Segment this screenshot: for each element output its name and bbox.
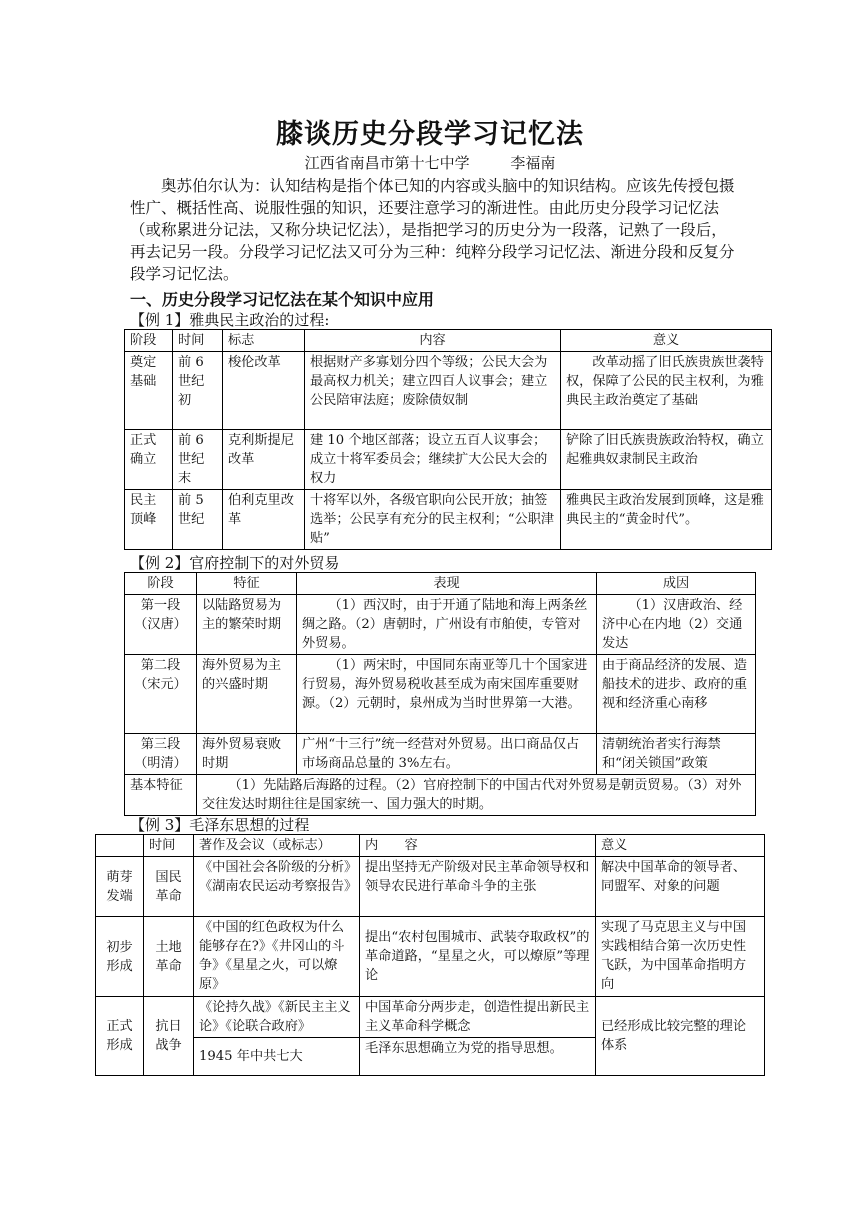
table-header: 意义 (596, 835, 765, 857)
example-1-table (124, 329, 772, 550)
table-cell: 建 10 个地区部落；设立五百人议事会；成立十将军委员会；继续扩大公民大会的权力 (305, 430, 561, 490)
table-row (125, 490, 772, 550)
author-name: 李福南 (510, 154, 556, 172)
author-school: 江西省南昌市第十七中学 (304, 154, 470, 172)
table-cell: 民主顶峰 (125, 490, 173, 550)
table-cell: 提出“农村包围城市、武装夺取政权”的革命道路，“星星之火，可以燎原”等理论 (360, 917, 596, 997)
table-cell: 根据财产多寡划分四个等级；公民大会为最高权力机关；建立四百人议事会；建立公民陪审法庭；废除债奴制 (305, 352, 561, 430)
table-header: 时间 (173, 330, 223, 352)
table-cell: 《中国的红色政权为什么能够存在?》《井冈山的斗争》《星星之火，可以燎原》 (194, 917, 360, 997)
table-header: 特征 (197, 573, 297, 595)
table-cell: 十将军以外，各级官职向公民开放；抽签选举；公民享有充分的民主权利；“公职津贴” (305, 490, 561, 550)
table-cell: 第三段（明清） (125, 734, 197, 775)
table-cell: （1）两宋时，中国同东南亚等几十个国家进行贸易，海外贸易税收甚至成为南宋国库重要财源。（2）元朝时，泉州成为当时世界第一大港。 (297, 655, 597, 734)
table-cell: 第二段（宋元） (125, 655, 197, 734)
table-cell: 改革动摇了旧氏族贵族世袭特权，保障了公民的民主权利，为雅典民主政治奠定了基础 (561, 352, 772, 430)
table-cell: 正式形成 (96, 997, 144, 1076)
table-cell: 前 5 世纪 (173, 490, 223, 550)
example-1-caption: 【例 1】雅典民主政治的过程: (130, 311, 330, 329)
table-cell: 已经形成比较完整的理论体系 (596, 997, 765, 1076)
table-cell: 以陆路贸易为主的繁荣时期 (197, 595, 297, 655)
table-cell: 伯利克里改革 (223, 490, 305, 550)
table-cell: 梭伦改革 (223, 352, 305, 430)
table-row (125, 775, 756, 816)
table-cell: 解决中国革命的领导者、同盟军、对象的问题 (596, 857, 765, 917)
table-cell: 实现了马克思主义与中国实践相结合第一次历史性飞跃，为中国革命指明方向 (596, 917, 765, 997)
table-header: 阶段 (125, 330, 173, 352)
table-cell: 第一段（汉唐） (125, 595, 197, 655)
table-cell: （1）汉唐政治、经济中心在内地（2）交通发达 (597, 595, 756, 655)
table-row (96, 917, 765, 997)
table-header-row (125, 330, 772, 352)
table-row (125, 352, 772, 430)
example-3-caption: 【例 3】毛泽东思想的过程 (130, 816, 310, 834)
table-cell: 前 6 世纪末 (173, 430, 223, 490)
table-cell: 萌芽发端 (96, 857, 144, 917)
table-header: 内容 (305, 330, 561, 352)
author-line (0, 152, 860, 173)
table-cell: 初步形成 (96, 917, 144, 997)
table-row (125, 734, 756, 775)
table-cell: 《中国社会各阶级的分析》《湖南农民运动考察报告》 (194, 857, 360, 917)
table-cell: 正式确立 (125, 430, 173, 490)
table-cell: 国民革命 (144, 857, 194, 917)
table-row (125, 430, 772, 490)
table-row (125, 655, 756, 734)
table-cell: 奠定基础 (125, 352, 173, 430)
table-cell: 雅典民主政治发展到顶峰，这是雅典民主的“黄金时代”。 (561, 490, 772, 550)
table-row (96, 997, 765, 1038)
intro-paragraph: 奥苏伯尔认为：认知结构是指个体已知的内容或头脑中的知识结构。应该先传授包摄性广、概括性高、说服性强的知识，还要注意学习的渐进性。由此历史分段学习记忆法（或称累进分记法，又称分块记忆法），是指把学习的历史分为一段落，记熟了一段后，再去记另一段。分段学习记忆法又可分为三种：纯粹分段学习记忆法、渐进分段和反复分段学习记忆法。 (130, 177, 735, 283)
page-title: 膝谈历史分段学习记忆法 (276, 119, 584, 150)
table-cell: 前 6 世纪初 (173, 352, 223, 430)
example-2-caption: 【例 2】官府控制下的对外贸易 (130, 554, 340, 572)
example-3-table (95, 834, 765, 1076)
table-cell: 克利斯提尼改革 (223, 430, 305, 490)
table-cell: 《论持久战》《新民主主义论》《论联合政府》 (194, 997, 360, 1038)
table-header-row (125, 573, 756, 595)
table-cell: 海外贸易衰败时期 (197, 734, 297, 775)
table-header-row (96, 835, 765, 857)
table-header: 阶段 (125, 573, 197, 595)
table-header: 意义 (561, 330, 772, 352)
table-cell: 毛泽东思想确立为党的指导思想。 (360, 1038, 596, 1076)
table-cell: 广州“十三行”统一经营对外贸易。出口商品仅占市场商品总量的 3%左右。 (297, 734, 597, 775)
table-cell: 清朝统治者实行海禁和“闭关锁国”政策 (597, 734, 756, 775)
table-row (125, 595, 756, 655)
table-header: 标志 (223, 330, 305, 352)
table-cell: 抗日战争 (144, 997, 194, 1076)
table-header: 成因 (597, 573, 756, 595)
section-heading: 一、历史分段学习记忆法在某个知识中应用 (130, 290, 435, 309)
table-cell: （1）西汉时，由于开通了陆地和海上两条丝绸之路。（2）唐朝时，广州设有市舶使，专管对外贸易。 (297, 595, 597, 655)
table-header: 时间 (144, 835, 194, 857)
table-cell: 由于商品经济的发展、造船技术的进步、政府的重视和经济重心南移 (597, 655, 756, 734)
table-row (96, 857, 765, 917)
table-header: 表现 (297, 573, 597, 595)
table-cell: 中国革命分两步走，创造性提出新民主主义革命科学概念 (360, 997, 596, 1038)
table-cell: 1945 年中共七大 (194, 1038, 360, 1076)
table-header: 内 容 (360, 835, 596, 857)
table-header: 著作及会议（或标志） (194, 835, 360, 857)
table-cell: （1）先陆路后海路的过程。（2）官府控制下的中国古代对外贸易是朝贡贸易。（3）对外交往发达时期往往是国家统一、国力强大的时期。 (197, 775, 756, 816)
table-cell: 基本特征 (125, 775, 197, 816)
table-cell: 土地革命 (144, 917, 194, 997)
example-2-table (124, 572, 756, 816)
table-cell: 提出坚持无产阶级对民主革命领导权和领导农民进行革命斗争的主张 (360, 857, 596, 917)
table-header (96, 835, 144, 857)
table-cell: 铲除了旧氏族贵族政治特权，确立起雅典奴隶制民主政治 (561, 430, 772, 490)
table-cell: 海外贸易为主的兴盛时期 (197, 655, 297, 734)
